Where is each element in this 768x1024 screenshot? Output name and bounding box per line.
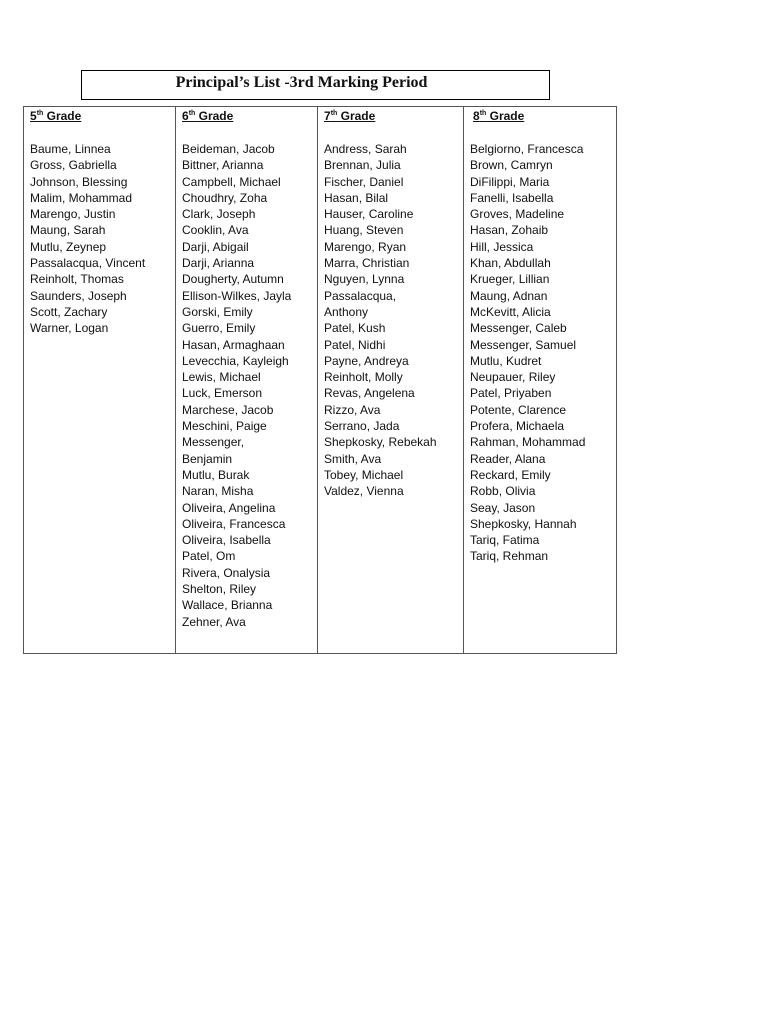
student-name: Oliveira, Angelina: [182, 500, 276, 515]
page-title: Principal’s List -3rd Marking Period: [175, 74, 428, 91]
student-name: Gorski, Emily: [182, 304, 253, 319]
student-name: Benjamin: [182, 451, 233, 466]
student-name: Messenger, Samuel: [470, 337, 577, 352]
grade-8-header: [470, 108, 616, 124]
student-name: Darji, Arianna: [182, 256, 255, 271]
grade-column-6: [176, 107, 318, 653]
student-name: Zehner, Ava: [182, 614, 246, 629]
student-name: Messenger, Caleb: [470, 321, 567, 336]
student-name: Darji, Abigail: [182, 239, 249, 254]
student-name: Hasan, Bilal: [324, 190, 389, 205]
student-name: Johnson, Blessing: [30, 174, 128, 189]
student-name: Rivera, Onalysia: [182, 565, 271, 580]
student-name: Tariq, Rehman: [470, 549, 549, 564]
student-name: Levecchia, Kayleigh: [182, 353, 289, 368]
student-name: Potente, Clarence: [470, 402, 567, 417]
grade-5-header: [30, 108, 175, 124]
grade-6-number: 6: [182, 109, 189, 123]
student-name: Neupauer, Riley: [470, 370, 556, 385]
student-name: Passalacqua,: [324, 288, 397, 303]
student-name: Shepkosky, Hannah: [470, 516, 577, 531]
student-name: Passalacqua, Vincent: [30, 256, 146, 271]
student-name: Maung, Sarah: [30, 223, 106, 238]
student-name: Bittner, Arianna: [182, 158, 264, 173]
student-name: Profera, Michaela: [470, 419, 565, 434]
grade-6-header: [182, 108, 317, 124]
grade-7-number: 7: [324, 109, 331, 123]
student-name: Reinholt, Thomas: [30, 272, 124, 287]
student-name: Dougherty, Autumn: [182, 272, 284, 287]
student-name: Mutlu, Burak: [182, 467, 250, 482]
student-name: Hauser, Caroline: [324, 207, 414, 222]
grade-8-name-list: [470, 141, 616, 565]
student-name: Gross, Gabriella: [30, 158, 117, 173]
student-name: Marchese, Jacob: [182, 402, 274, 417]
student-name: Nguyen, Lynna: [324, 272, 405, 287]
student-name: Robb, Olivia: [470, 484, 536, 499]
student-name: Messenger,: [182, 435, 245, 450]
grade-8-number: 8: [473, 109, 480, 123]
student-name: DiFilippi, Maria: [470, 174, 550, 189]
grade-column-8: [464, 107, 616, 653]
student-name: Anthony: [324, 304, 369, 319]
student-name: Luck, Emerson: [182, 386, 263, 401]
student-name: Meschini, Paige: [182, 419, 267, 434]
student-name: Rizzo, Ava: [324, 402, 381, 417]
student-name: Mutlu, Zeynep: [30, 239, 107, 254]
student-name: Saunders, Joseph: [30, 288, 127, 303]
student-name: Serrano, Jada: [324, 419, 400, 434]
student-name: Tobey, Michael: [324, 467, 404, 482]
student-name: Patel, Kush: [324, 321, 386, 336]
student-name: Shelton, Riley: [182, 582, 257, 597]
student-name: Oliveira, Isabella: [182, 533, 271, 548]
grade-5-label: Grade: [43, 109, 82, 123]
student-name: Fanelli, Isabella: [470, 190, 554, 205]
student-name: Warner, Logan: [30, 321, 109, 336]
student-name: Andress, Sarah: [324, 142, 407, 156]
student-name: Campbell, Michael: [182, 174, 281, 189]
grade-6-name-list: [182, 141, 317, 630]
grade-column-5: [24, 107, 176, 653]
student-name: Mutlu, Kudret: [470, 353, 542, 368]
student-name: Beideman, Jacob: [182, 142, 275, 156]
student-name: Krueger, Lillian: [470, 272, 550, 287]
student-name: Patel, Priyaben: [470, 386, 552, 401]
student-name: Marengo, Justin: [30, 207, 116, 222]
grade-7-name-list: [324, 141, 463, 500]
student-name: Lewis, Michael: [182, 370, 261, 385]
title-box: [81, 70, 550, 100]
student-name: Belgiorno, Francesca: [470, 142, 584, 156]
student-name: Seay, Jason: [470, 500, 536, 515]
grade-7-ordinal: th: [330, 110, 338, 117]
student-name: Hasan, Zohaib: [470, 223, 549, 238]
student-name: Groves, Madeline: [470, 207, 565, 222]
student-name: Valdez, Vienna: [324, 484, 404, 499]
student-name: Hill, Jessica: [470, 239, 534, 254]
grade-6-ordinal: th: [188, 110, 196, 117]
student-name: Marengo, Ryan: [324, 239, 407, 254]
student-name: Reckard, Emily: [470, 467, 551, 482]
grade-7-header: [324, 108, 463, 124]
student-name: Hasan, Armaghaan: [182, 337, 285, 352]
student-name: Patel, Om: [182, 549, 236, 564]
grade-5-ordinal: th: [36, 110, 44, 117]
student-name: Marra, Christian: [324, 256, 410, 271]
student-name: Patel, Nidhi: [324, 337, 386, 352]
grade-column-7: [318, 107, 464, 653]
student-name: Maung, Adnan: [470, 288, 548, 303]
student-name: Scott, Zachary: [30, 304, 108, 319]
student-name: Reader, Alana: [470, 451, 546, 466]
student-name: Huang, Steven: [324, 223, 404, 238]
student-name: Fischer, Daniel: [324, 174, 404, 189]
student-name: Shepkosky, Rebekah: [324, 435, 437, 450]
student-name: Payne, Andreya: [324, 353, 409, 368]
student-name: Brennan, Julia: [324, 158, 401, 173]
student-name: Wallace, Brianna: [182, 598, 273, 613]
student-name: Brown, Camryn: [470, 158, 553, 173]
grade-table: [23, 106, 617, 654]
student-name: Naran, Misha: [182, 484, 254, 499]
grade-6-label: Grade: [195, 109, 234, 123]
grade-5-number: 5: [30, 109, 37, 123]
student-name: Reinholt, Molly: [324, 370, 403, 385]
student-name: McKevitt, Alicia: [470, 304, 551, 319]
student-name: Baume, Linnea: [30, 142, 111, 156]
student-name: Guerro, Emily: [182, 321, 256, 336]
student-name: Malim, Mohammad: [30, 190, 133, 205]
student-name: Smith, Ava: [324, 451, 382, 466]
student-name: Oliveira, Francesca: [182, 516, 286, 531]
student-name: Revas, Angelena: [324, 386, 415, 401]
grade-5-name-list: [30, 141, 175, 337]
student-name: Cooklin, Ava: [182, 223, 249, 238]
student-name: Clark, Joseph: [182, 207, 256, 222]
student-name: Tariq, Fatima: [470, 533, 540, 548]
grade-8-label: Grade: [486, 109, 525, 123]
student-name: Choudhry, Zoha: [182, 190, 268, 205]
student-name: Ellison-Wilkes, Jayla: [182, 288, 292, 303]
grade-8-ordinal: th: [479, 110, 487, 117]
student-name: Khan, Abdullah: [470, 256, 551, 271]
grade-7-label: Grade: [337, 109, 376, 123]
student-name: Rahman, Mohammad: [470, 435, 586, 450]
